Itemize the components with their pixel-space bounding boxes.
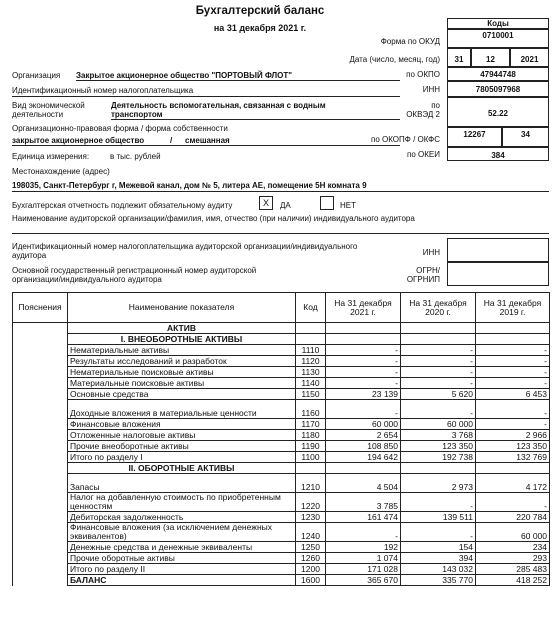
row-code-cell: 1200 <box>296 564 326 575</box>
value-cell-2021: 194 642 <box>326 452 401 463</box>
address-label: Местонахождение (адрес) <box>12 167 110 176</box>
value-cell-2021: 3 785 <box>326 493 401 512</box>
okpo-label: по ОКПО <box>406 70 440 79</box>
ogrn-box <box>447 262 549 286</box>
value-cell-2020: 123 350 <box>401 441 476 452</box>
okei-box <box>447 147 549 161</box>
activity-label-1: Вид экономической <box>12 101 85 110</box>
audit-no-checkbox[interactable] <box>320 196 334 210</box>
value-cell-2020: 60 000 <box>401 419 476 430</box>
value-cell-2020 <box>401 334 476 345</box>
auditor-inn-short: ИНН <box>422 248 440 257</box>
value-cell-2020: - <box>401 345 476 356</box>
org-name: Закрытое акционерное общество "ПОРТОВЫЙ ФЛОТ" <box>76 71 293 80</box>
row-name-cell: Отложенные налоговые активы <box>68 430 296 441</box>
okfs-box <box>502 127 549 147</box>
table-row <box>13 575 550 586</box>
notes-cell <box>13 542 68 553</box>
okfs-value: 34 <box>521 130 530 139</box>
legal-form-label: Организационно-правовая форма / форма собственности <box>12 124 228 133</box>
value-cell-2019: 220 784 <box>476 512 550 523</box>
auditor-name-label: Наименование аудиторской организации/фамилия, имя, отчество (при наличии) индивидуального аудитора <box>12 214 415 223</box>
table-header-row <box>13 293 550 323</box>
inn-box <box>447 81 549 97</box>
value-cell-2021: - <box>326 378 401 389</box>
value-cell-2019: - <box>476 345 550 356</box>
row-code-cell: 1220 <box>296 493 326 512</box>
address-value: 198035, Санкт-Петербург г, Межевой канал, дом № 5, литера АЕ, помещение 5Н комната 9 <box>12 181 367 190</box>
value-cell-2019: - <box>476 419 550 430</box>
row-code-cell: 1230 <box>296 512 326 523</box>
audit-no-label: НЕТ <box>340 201 356 210</box>
value-cell-2019: - <box>476 356 550 367</box>
okopf-box <box>447 127 502 147</box>
row-code-cell: 1180 <box>296 430 326 441</box>
audit-yes-mark: X <box>262 198 269 208</box>
notes-cell <box>13 334 68 345</box>
value-cell-2019: 234 <box>476 542 550 553</box>
row-code-cell: 1160 <box>296 400 326 419</box>
row-code-cell: 1130 <box>296 367 326 378</box>
row-code-cell: 1240 <box>296 523 326 542</box>
row-name-cell: Материальные поисковые активы <box>68 378 296 389</box>
table-row <box>13 553 550 564</box>
section-header-row <box>13 334 550 345</box>
ownership-value: смешанная <box>185 136 230 145</box>
notes-cell <box>13 356 68 367</box>
section-header-row <box>13 463 550 474</box>
value-cell-2019: - <box>476 378 550 389</box>
okpo-value: 47944748 <box>480 70 516 79</box>
value-cell-2020: - <box>401 493 476 512</box>
col-header-name: Наименование показателя <box>68 293 296 323</box>
row-name-cell: Денежные средства и денежные эквиваленты <box>68 542 296 553</box>
year-value: 2021 <box>520 55 539 64</box>
value-cell-2021: 1 074 <box>326 553 401 564</box>
value-cell-2021 <box>326 323 401 334</box>
value-cell-2021: 171 028 <box>326 564 401 575</box>
section-header-row <box>13 323 550 334</box>
okud-code: 0710001 <box>482 31 514 40</box>
codes-label: Коды <box>487 19 509 28</box>
value-cell-2020: 394 <box>401 553 476 564</box>
row-name-cell: БАЛАНС <box>68 575 296 586</box>
table-row <box>13 430 550 441</box>
day-value: 31 <box>454 55 464 64</box>
audit-yes-label: ДА <box>280 201 291 210</box>
table-row <box>13 400 550 419</box>
value-cell-2020: 154 <box>401 542 476 553</box>
row-code-cell: 1170 <box>296 419 326 430</box>
table-row <box>13 542 550 553</box>
table-row <box>13 345 550 356</box>
ogrn-short-2: ОГРНИП <box>406 275 440 284</box>
row-code-cell: 1250 <box>296 542 326 553</box>
row-name-cell: Финансовые вложения <box>68 419 296 430</box>
audit-subject-label: Бухгалтерская отчетность подлежит обязательному аудиту <box>12 201 233 210</box>
notes-cell <box>13 367 68 378</box>
value-cell-2019: - <box>476 400 550 419</box>
col-header-2020: На 31 декабря 2020 г. <box>401 293 476 323</box>
balance-table <box>12 292 550 586</box>
table-row <box>13 356 550 367</box>
notes-cell <box>13 441 68 452</box>
value-cell-2020 <box>401 323 476 334</box>
row-code-cell: 1110 <box>296 345 326 356</box>
row-name-cell: Результаты исследований и разработок <box>68 356 296 367</box>
value-cell-2020: - <box>401 378 476 389</box>
value-cell-2020: 2 973 <box>401 474 476 493</box>
table-row <box>13 389 550 400</box>
row-name-cell: Итого по разделу II <box>68 564 296 575</box>
row-code-cell: 1190 <box>296 441 326 452</box>
value-cell-2019 <box>476 323 550 334</box>
section-title-cell: II. ОБОРОТНЫЕ АКТИВЫ <box>68 463 296 474</box>
value-cell-2019: - <box>476 493 550 512</box>
auditor-inn-box <box>447 238 549 262</box>
value-cell-2020: 192 738 <box>401 452 476 463</box>
row-name-cell: Налог на добавленную стоимость по приобретенным ценностям <box>68 493 296 512</box>
okved-value: 52.22 <box>487 109 509 118</box>
okei-label: по ОКЕИ <box>407 150 440 159</box>
row-code-cell: 1120 <box>296 356 326 367</box>
code-cell <box>296 323 326 334</box>
row-name-cell: Итого по разделу I <box>68 452 296 463</box>
col-header-code: Код <box>296 293 326 323</box>
okved-label-1: по <box>431 101 440 110</box>
value-cell-2019 <box>476 463 550 474</box>
report-date: на 31 декабря 2021 г. <box>213 23 307 33</box>
table-row <box>13 441 550 452</box>
value-cell-2019: - <box>476 367 550 378</box>
unit-label: Единица измерения: <box>12 152 90 161</box>
section-title-cell: АКТИВ <box>68 323 296 334</box>
notes-cell <box>13 323 68 334</box>
notes-cell <box>13 474 68 493</box>
section-title-cell: I. ВНЕОБОРОТНЫЕ АКТИВЫ <box>68 334 296 345</box>
value-cell-2020: 5 620 <box>401 389 476 400</box>
okpo-box <box>447 67 549 81</box>
okved-label-2: ОКВЭД 2 <box>406 110 440 119</box>
notes-cell <box>13 553 68 564</box>
row-name-cell: Нематериальные активы <box>68 345 296 356</box>
value-cell-2021 <box>326 334 401 345</box>
notes-cell <box>13 463 68 474</box>
value-cell-2021: - <box>326 345 401 356</box>
row-name-cell: Нематериальные поисковые активы <box>68 367 296 378</box>
row-code-cell: 1600 <box>296 575 326 586</box>
row-name-cell: Запасы <box>68 474 296 493</box>
table-row <box>13 474 550 493</box>
value-cell-2020 <box>401 463 476 474</box>
value-cell-2019: 132 769 <box>476 452 550 463</box>
activity-label-2: деятельности <box>12 110 64 119</box>
value-cell-2021: 365 670 <box>326 575 401 586</box>
value-cell-2019: 4 172 <box>476 474 550 493</box>
row-name-cell: Дебиторская задолженность <box>68 512 296 523</box>
code-cell <box>296 334 326 345</box>
year-box <box>510 48 549 67</box>
value-cell-2021: - <box>326 523 401 542</box>
notes-cell <box>13 512 68 523</box>
row-name-cell: Доходные вложения в материальные ценности <box>68 400 296 419</box>
value-cell-2020: 335 770 <box>401 575 476 586</box>
table-row <box>13 452 550 463</box>
inn-label: ИНН <box>422 85 440 94</box>
unit-value: в тыс. рублей <box>110 152 161 161</box>
col-header-notes: Пояснения <box>13 293 68 323</box>
code-cell <box>296 463 326 474</box>
table-row <box>13 378 550 389</box>
value-cell-2021: 4 504 <box>326 474 401 493</box>
value-cell-2020: - <box>401 523 476 542</box>
row-code-cell: 1150 <box>296 389 326 400</box>
page-title: Бухгалтерский баланс <box>195 5 325 17</box>
row-code-cell: 1210 <box>296 474 326 493</box>
table-row <box>13 523 550 542</box>
table-row <box>13 512 550 523</box>
notes-cell <box>13 452 68 463</box>
legal-form-value: закрытое акционерное общество <box>12 136 145 145</box>
row-name-cell: Основные средства <box>68 389 296 400</box>
col-header-2021: На 31 декабря 2021 г. <box>326 293 401 323</box>
notes-cell <box>13 419 68 430</box>
notes-cell <box>13 400 68 419</box>
legal-form-slash: / <box>170 136 173 145</box>
value-cell-2019: 2 966 <box>476 430 550 441</box>
value-cell-2021: 108 850 <box>326 441 401 452</box>
table-row <box>13 493 550 512</box>
okud-label: Форма по ОКУД <box>380 37 440 46</box>
value-cell-2021: - <box>326 356 401 367</box>
notes-cell <box>13 345 68 356</box>
value-cell-2019 <box>476 334 550 345</box>
value-cell-2020: 3 768 <box>401 430 476 441</box>
row-name-cell: Прочие внеоборотные активы <box>68 441 296 452</box>
taxid-label: Идентификационный номер налогоплательщика <box>12 86 194 95</box>
value-cell-2020: 143 032 <box>401 564 476 575</box>
value-cell-2019: 123 350 <box>476 441 550 452</box>
value-cell-2019: 418 252 <box>476 575 550 586</box>
activity-line-1: Деятельность вспомогательная, связанная с водным <box>111 101 326 110</box>
row-code-cell: 1100 <box>296 452 326 463</box>
okopf-label: по ОКОПФ / ОКФС <box>371 135 440 144</box>
value-cell-2019: 285 483 <box>476 564 550 575</box>
inn-value: 7805097968 <box>475 85 521 94</box>
notes-cell <box>13 378 68 389</box>
okopf-value: 12267 <box>463 130 486 139</box>
ogrn-label-1: Основной государственный регистрационный номер аудиторской <box>12 266 257 275</box>
value-cell-2021: - <box>326 400 401 419</box>
month-value: 12 <box>486 55 495 64</box>
date-label: Дата (число, месяц, год) <box>349 55 440 64</box>
value-cell-2021: 23 139 <box>326 389 401 400</box>
value-cell-2019: 293 <box>476 553 550 564</box>
auditor-inn-label-1: Идентификационный номер налогоплательщика аудиторской организации/индивидуального <box>12 242 358 251</box>
value-cell-2021: 192 <box>326 542 401 553</box>
day-box <box>447 48 471 67</box>
table-row <box>13 419 550 430</box>
value-cell-2021: 161 474 <box>326 512 401 523</box>
notes-cell <box>13 523 68 542</box>
okved-box <box>447 97 549 127</box>
org-label: Организация <box>12 71 61 80</box>
table-body <box>13 323 550 586</box>
okud-box <box>447 29 549 48</box>
row-name-cell: Прочие оборотные активы <box>68 553 296 564</box>
notes-cell <box>13 575 68 586</box>
value-cell-2021: - <box>326 367 401 378</box>
activity-line-2: транспортом <box>111 110 163 119</box>
value-cell-2020: - <box>401 356 476 367</box>
notes-cell <box>13 493 68 512</box>
value-cell-2021: 60 000 <box>326 419 401 430</box>
row-code-cell: 1140 <box>296 378 326 389</box>
value-cell-2021 <box>326 463 401 474</box>
value-cell-2019: 6 453 <box>476 389 550 400</box>
ogrn-label-2: организации/индивидуального аудитора <box>12 275 162 284</box>
notes-cell <box>13 564 68 575</box>
value-cell-2020: 139 511 <box>401 512 476 523</box>
value-cell-2020: - <box>401 367 476 378</box>
col-header-2019: На 31 декабря 2019 г. <box>476 293 550 323</box>
ogrn-short-1: ОГРН/ <box>416 266 440 275</box>
okei-value: 384 <box>491 151 505 160</box>
audit-yes-checkbox[interactable] <box>259 196 273 210</box>
value-cell-2021: 2 654 <box>326 430 401 441</box>
codes-header-box <box>447 18 549 29</box>
auditor-inn-label-2: аудитора <box>12 251 47 260</box>
table-row <box>13 367 550 378</box>
notes-cell <box>13 389 68 400</box>
row-code-cell: 1260 <box>296 553 326 564</box>
notes-cell <box>13 430 68 441</box>
table-row <box>13 564 550 575</box>
value-cell-2019: 60 000 <box>476 523 550 542</box>
row-name-cell: Финансовые вложения (за исключением денежных эквивалентов) <box>68 523 296 542</box>
value-cell-2020: - <box>401 400 476 419</box>
month-box <box>471 48 510 67</box>
